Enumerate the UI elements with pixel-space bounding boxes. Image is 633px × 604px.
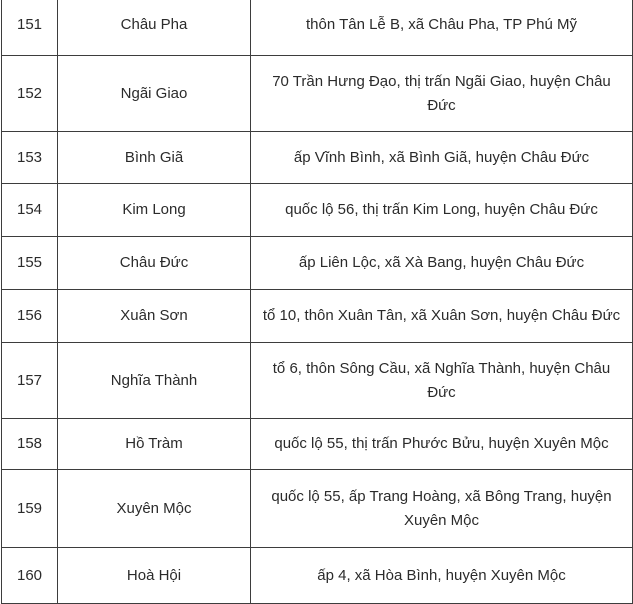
table-row [2,132,633,184]
branch-address: tổ 10, thôn Xuân Tân, xã Xuân Sơn, huyện Châu Đức [251,290,633,343]
table-row [2,470,633,548]
row-number: 152 [2,56,58,132]
row-number: 156 [2,290,58,343]
table-row [2,290,633,343]
branch-name: Bình Giã [58,132,251,184]
branch-name: Nghĩa Thành [58,343,251,419]
table-row [2,184,633,237]
row-number: 158 [2,419,58,470]
branch-name: Châu Đức [58,237,251,290]
row-number: 155 [2,237,58,290]
branch-name: Ngãi Giao [58,56,251,132]
row-number: 151 [2,0,58,56]
branch-address: ấp Liên Lộc, xã Xà Bang, huyện Châu Đức [251,237,633,290]
branch-name: Kim Long [58,184,251,237]
table-row [2,0,633,56]
table-row [2,548,633,604]
branch-name: Xuyên Mộc [58,470,251,548]
row-number: 159 [2,470,58,548]
branch-address: ấp Vĩnh Bình, xã Bình Giã, huyện Châu Đức [251,132,633,184]
branch-address: tổ 6, thôn Sông Cầu, xã Nghĩa Thành, huyện Châu Đức [251,343,633,419]
row-number: 154 [2,184,58,237]
table-row [2,343,633,419]
row-number: 157 [2,343,58,419]
table-row [2,56,633,132]
branch-address: 70 Trần Hưng Đạo, thị trấn Ngãi Giao, huyện Châu Đức [251,56,633,132]
table-row [2,237,633,290]
branch-name: Hồ Tràm [58,419,251,470]
branch-name: Châu Pha [58,0,251,56]
table-body [2,0,633,604]
branch-address: quốc lộ 55, thị trấn Phước Bửu, huyện Xuyên Mộc [251,419,633,470]
branch-address: quốc lộ 56, thị trấn Kim Long, huyện Châu Đức [251,184,633,237]
branch-address: ấp 4, xã Hòa Bình, huyện Xuyên Mộc [251,548,633,604]
branch-name: Xuân Sơn [58,290,251,343]
branch-address: quốc lộ 55, ấp Trang Hoàng, xã Bông Trang, huyện Xuyên Mộc [251,470,633,548]
branch-table [1,0,633,604]
branch-address: thôn Tân Lễ B, xã Châu Pha, TP Phú Mỹ [251,0,633,56]
row-number: 153 [2,132,58,184]
row-number: 160 [2,548,58,604]
table-row [2,419,633,470]
branch-name: Hoà Hội [58,548,251,604]
